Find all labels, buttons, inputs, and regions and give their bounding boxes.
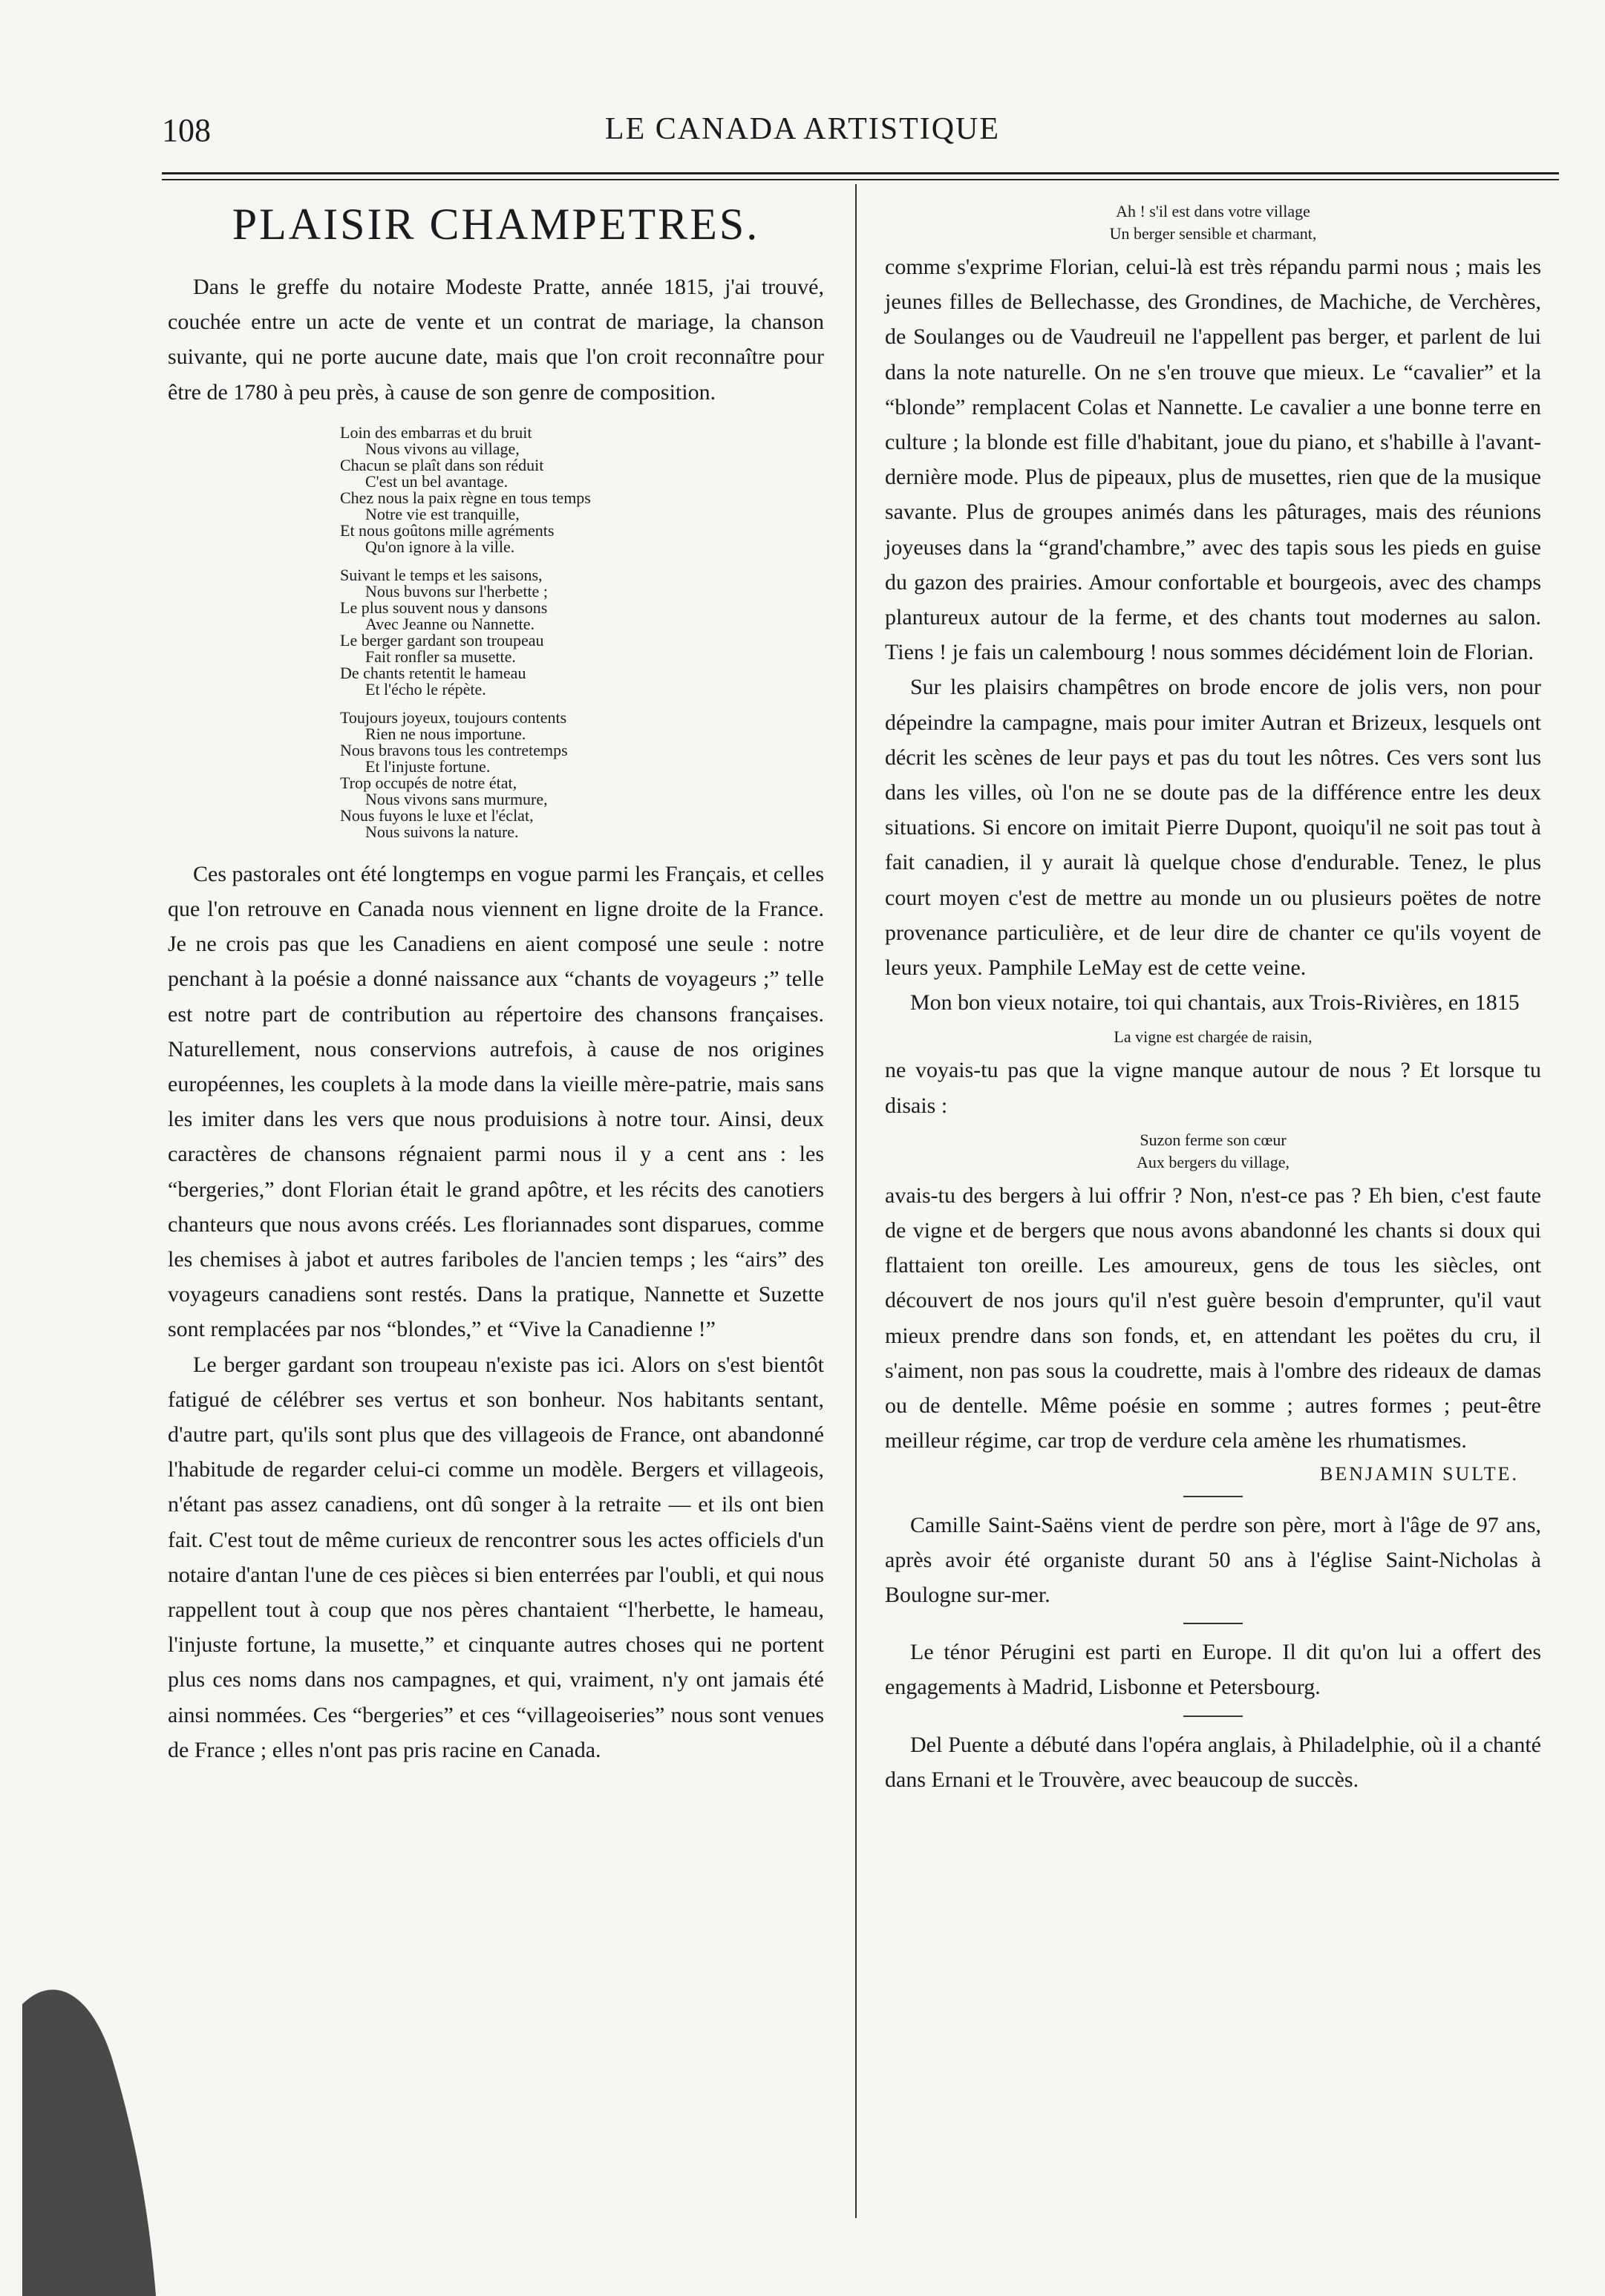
poem-line: Trop occupés de notre état, <box>340 773 517 792</box>
item-separator <box>1183 1496 1243 1497</box>
page-number: 108 <box>162 112 211 148</box>
body-paragraph: Le berger gardant son troupeau n'existe pas ici. Alors on s'est bientôt fatigué de célébrer ses vertus et son bonheur. Nos habitants sentant, d'autre part, qu'ils sont plus que des villageois de France, ont abandonné l'habitude de regarder celui-ci comme un modèle. Bergers et villageois, n'étant pas assez canadiens, ont dû songer à la retraite — et ils ont bien fait. C'est tout de même curieux de rencontrer sous les actes officiels d'un notaire d'antan l'une de ces pièces si bien enterrées par l'oubli, et qui nous rappellent tout à coup que nos pères chantaient “l'herbette, le hameau, l'injuste fortune, la musette,” et cinquante autres choses qui ne portent plus ces noms dans nos campagnes, et qui, vraiment, n'y ont jamais été ainsi nommées. Ces “bergeries” et ces “villageoiseries” nous sont venues de France ; elles n'ont pas pris racine en Canada. <box>168 1352 824 1762</box>
author-signature: BENJAMIN SULTE. <box>1320 1462 1519 1485</box>
body-paragraph: comme s'exprime Florian, celui-là est très répandu parmi nous ; mais les jeunes filles de Bellechasse, des Grondines, de Machiche, de Verchères, de Soulanges ou de Vaudreuil ne l'appellent pas berger, et parlent de lui dans la note naturelle. On ne s'en trouve que mieux. Le “cavalier” et la “blonde” remplacent Colas et Nannette. Le cavalier a une bonne terre en culture ; la blonde est fille d'habitant, joue du piano, et s'habille à l'avant-dernière mode. Plus de pipeaux, plus de musettes, rien que de la musique savante. Plus de groupes animés dans les pâturages, mais des réunions joyeuses dans la “grand'chambre,” avec des tapis sous les pieds en guise du gazon des prairies. Amour confortable et bourgeois, avec des champs plantureux autour de la ferme, et des chants tout modernes au salon. Tiens ! je fais un calembourg ! nous sommes décidément loin de Florian. <box>885 255 1541 665</box>
intro-paragraph: Dans le greffe du notaire Modeste Pratte, année 1815, j'ai trouvé, couchée entre un acte de vente et un contrat de mariage, la chanson suivante, qui ne porte aucune date, mais que l'on croit reconnaître pour être de 1780 à peu près, à cause de son genre de composition. <box>168 275 824 405</box>
quote-line: La vigne est chargée de raisin, <box>1114 1027 1313 1047</box>
poem-line: Le berger gardant son troupeau <box>340 630 544 650</box>
poem-line: Chacun se plaît dans son réduit <box>340 455 544 474</box>
poem-stanza <box>340 422 824 556</box>
journal-title: LE CANADA ARTISTIQUE <box>604 112 1001 146</box>
quote-line: Suzon ferme son cœur <box>1140 1130 1287 1149</box>
poem-line: Fait ronfler sa musette. <box>365 647 516 666</box>
quote-block <box>885 1026 1541 1048</box>
news-item: Camille Saint-Saëns vient de perdre son père, mort à l'âge de 97 ans, après avoir été organiste durant 50 ans à l'église Saint-Nicholas à Boulogne sur-mer. <box>885 1512 1541 1607</box>
body-paragraph: Mon bon vieux notaire, toi qui chantais, aux Trois-Rivières, en 1815 <box>910 990 1520 1015</box>
poem-line: Nous vivons au village, <box>365 439 520 458</box>
poem-line: Et l'injuste fortune. <box>365 756 491 776</box>
news-item: Del Puente a débuté dans l'opéra anglais, à Philadelphie, où il a chanté dans Ernani et le Trouvère, avec beaucoup de succès. <box>885 1732 1541 1792</box>
news-item: Le ténor Pérugini est parti en Europe. Il dit qu'on lui a offert des engagements à Madrid, Lisbonne et Petersbourg. <box>885 1640 1541 1700</box>
poem-line: Nous buvons sur l'herbette ; <box>365 581 548 601</box>
quote-line: Un berger sensible et charmant, <box>1109 224 1317 243</box>
header-rule <box>162 172 1559 174</box>
body-paragraph: Ces pastorales ont été longtemps en vogue parmi les Français, et celles que l'on retrouve en Canada nous viennent en ligne droite de la France. Je ne crois pas que les Canadiens en aient composé une seule : notre penchant à la poésie a donné naissance aux “chants de voyageurs ;” telle est notre part de contribution au répertoire des chansons françaises. Naturellement, nous conservions autrefois, à cause de nos origines européennes, les couplets à la mode dans la vieille mère-patrie, mais sans les imiter dans les vers que nous produisions à notre tour. Ainsi, deux caractères de chansons régnaient parmi nous il y a cent ans : les “bergeries,” dont Florian était le grand apôtre, et les récits des canotiers chanteurs que nous avons créés. Les floriannades sont disparues, comme les chemises à jabot et autres fariboles de l'ancien temps ; les “airs” des voyageurs canadiens sont restés. Dans la pratique, Nannette et Suzette sont remplacées par nos “blondes,” et “Vive la Canadienne !” <box>168 861 824 1342</box>
quote-block <box>885 1129 1541 1174</box>
quote-line: Ah ! s'il est dans votre village <box>1116 202 1310 220</box>
body-paragraph: avais-tu des bergers à lui offrir ? Non, n'est-ce pas ? Eh bien, c'est faute de vigne et de bergers que nous avons abandonné les chants si doux qui flattaient ton oreille. Les amoureux, gens de tous les siècles, ont découvert de nos jours qu'il n'est guère besoin d'emprunter, qu'il vaut mieux prendre dans son fonds, et, en attendant les poëtes du cru, il s'aiment, non pas sous la coudrette, mais à l'ombre des rideaux de damas ou de dentelle. Même poésie en somme ; autres formes ; peut-être meilleur régime, car trop de verdure cela amène les rhumatismes. <box>885 1183 1541 1453</box>
body-paragraph: ne voyais-tu pas que la vigne manque autour de nous ? Et lorsque tu disais : <box>885 1058 1541 1118</box>
song-poem <box>340 422 824 841</box>
poem-line: Nous vivons sans murmure, <box>365 789 548 808</box>
poem-line: Nous bravons tous les contretemps <box>340 740 568 759</box>
quote-line: Aux bergers du village, <box>1136 1152 1290 1171</box>
quote-block <box>885 200 1541 245</box>
header-rule-double <box>162 179 1559 180</box>
page-corner-shadow <box>22 1945 156 2296</box>
poem-line: Qu'on ignore à la ville. <box>365 537 515 556</box>
poem-line: Rien ne nous importune. <box>365 724 526 743</box>
column-separator <box>855 184 857 2218</box>
poem-line: Nous fuyons le luxe et l'éclat, <box>340 805 534 825</box>
item-separator <box>1183 1716 1243 1717</box>
poem-line: Toujours joyeux, toujours contents <box>340 707 567 727</box>
poem-line: Notre vie est tranquille, <box>365 504 520 523</box>
right-column <box>885 194 1541 1797</box>
poem-stanza <box>340 567 824 698</box>
poem-line: Nous suivons la nature. <box>365 822 519 841</box>
poem-line: Et l'écho le répète. <box>365 679 486 699</box>
poem-line: C'est un bel avantage. <box>365 471 509 491</box>
poem-line: Le plus souvent nous y dansons <box>340 598 548 617</box>
poem-line: Avec Jeanne ou Nannette. <box>365 614 535 633</box>
item-separator <box>1183 1623 1243 1624</box>
poem-line: Loin des embarras et du bruit <box>340 422 532 442</box>
article-title: PLAISIR CHAMPETRES. <box>232 200 760 249</box>
body-paragraph: Sur les plaisirs champêtres on brode encore de jolis vers, non pour dépeindre la campagne, mais pour imiter Autran et Brizeux, lesquels ont décrit les scènes de leur pays et pas du tout les nôtres. Ces vers sont lus dans les villes, où l'on ne se doute pas de la différence entre les deux situations. Si encore on imitait Pierre Dupont, quoiqu'il ne soit pas tout à fait canadien, il y aurait là quelque chose d'endurable. Tenez, le plus court moyen c'est de mettre au monde un ou plusieurs poëtes de notre provenance particulière, et de leur dire de chanter ce qu'ils voyent de leurs yeux. Pamphile LeMay est de cette veine. <box>885 675 1541 981</box>
poem-line: Chez nous la paix règne en tous temps <box>340 488 591 507</box>
poem-line: Et nous goûtons mille agréments <box>340 520 555 540</box>
poem-line: De chants retentit le hameau <box>340 663 526 682</box>
running-header <box>0 111 1605 156</box>
poem-line: Suivant le temps et les saisons, <box>340 565 543 584</box>
left-column <box>168 194 824 1767</box>
poem-stanza <box>340 707 824 841</box>
